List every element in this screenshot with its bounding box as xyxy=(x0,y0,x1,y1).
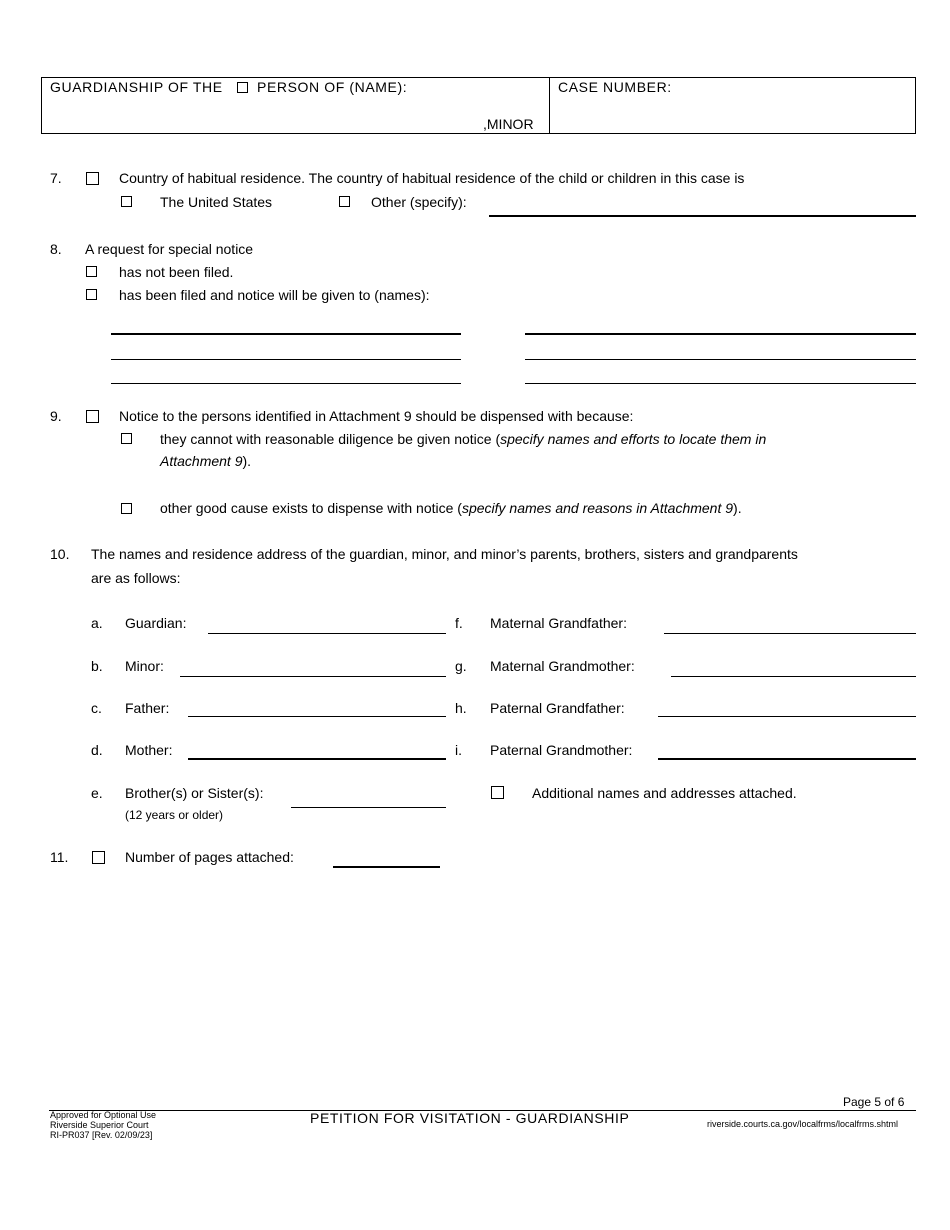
paternal-grandmother-letter: i. xyxy=(455,742,462,758)
minor-letter: b. xyxy=(91,658,103,674)
maternal-grandmother-label: Maternal Grandmother: xyxy=(490,658,635,674)
additional-names-label: Additional names and addresses attached. xyxy=(532,785,797,801)
item7-us-checkbox[interactable] xyxy=(121,196,132,207)
item8-text: A request for special notice xyxy=(85,241,254,257)
notice-name-field[interactable] xyxy=(525,383,916,384)
item10-text-line1: The names and residence address of the guardian, minor, and minor’s parents, brothers, sisters and grandparents xyxy=(91,546,798,562)
father-field[interactable] xyxy=(188,716,446,717)
item11-checkbox[interactable] xyxy=(92,851,105,864)
item9-diligence-checkbox[interactable] xyxy=(121,433,132,444)
notice-name-field[interactable] xyxy=(525,359,916,360)
person-of-label: PERSON OF (NAME): xyxy=(257,79,408,95)
maternal-grandmother-field[interactable] xyxy=(671,676,916,677)
father-letter: c. xyxy=(91,700,102,716)
item11-number: 11. xyxy=(50,849,69,865)
item11-label: Number of pages attached: xyxy=(125,849,294,865)
guardian-label: Guardian: xyxy=(125,615,187,631)
paternal-grandfather-letter: h. xyxy=(455,700,467,716)
siblings-note: (12 years or older) xyxy=(125,808,224,822)
person-of-checkbox[interactable] xyxy=(237,82,248,93)
siblings-letter: e. xyxy=(91,785,103,801)
item7-other-field[interactable] xyxy=(489,215,916,217)
item8-number: 8. xyxy=(50,241,62,257)
page-number: Page 5 of 6 xyxy=(843,1095,905,1109)
notice-name-field[interactable] xyxy=(111,333,461,335)
guardian-field[interactable] xyxy=(208,633,446,634)
footer-url[interactable]: riverside.courts.ca.gov/localfrms/localfrms.shtml xyxy=(707,1119,899,1129)
maternal-grandfather-field[interactable] xyxy=(664,633,916,634)
minor-name-label: Minor: xyxy=(125,658,164,674)
notice-name-field[interactable] xyxy=(111,383,461,384)
item9-good-cause-label: other good cause exists to dispense with notice (specify names and reasons in Attachment 9). xyxy=(160,500,742,516)
footer-form-info: Approved for Optional Use Riverside Superior Court RI-PR037 [Rev. 02/09/23] xyxy=(50,1110,157,1140)
mother-field[interactable] xyxy=(188,758,446,760)
maternal-grandfather-label: Maternal Grandfather: xyxy=(490,615,627,631)
item8-filed-label: has been filed and notice will be given to (names): xyxy=(119,287,430,303)
maternal-grandfather-letter: f. xyxy=(455,615,463,631)
additional-names-checkbox[interactable] xyxy=(491,786,504,799)
item7-us-label: The United States xyxy=(160,194,273,210)
minor-field[interactable] xyxy=(180,676,446,677)
paternal-grandmother-field[interactable] xyxy=(658,758,916,760)
siblings-label: Brother(s) or Sister(s): xyxy=(125,785,264,801)
caption-divider xyxy=(549,77,550,134)
case-number-label: CASE NUMBER: xyxy=(558,79,672,95)
item10-number: 10. xyxy=(50,546,70,562)
item9-good-cause-checkbox[interactable] xyxy=(121,503,132,514)
item8-not-filed-label: has not been filed. xyxy=(119,264,234,280)
mother-letter: d. xyxy=(91,742,103,758)
item7-text: Country of habitual residence. The country of habitual residence of the child or children in this case is xyxy=(119,170,745,186)
item7-other-checkbox[interactable] xyxy=(339,196,350,207)
paternal-grandfather-field[interactable] xyxy=(658,716,916,717)
item9-diligence-line2: Attachment 9). xyxy=(160,453,252,469)
minor-label: ,MINOR xyxy=(483,116,534,132)
guardian-letter: a. xyxy=(91,615,103,631)
mother-label: Mother: xyxy=(125,742,173,758)
item7-number: 7. xyxy=(50,170,62,186)
siblings-field[interactable] xyxy=(291,807,446,808)
paternal-grandfather-label: Paternal Grandfather: xyxy=(490,700,625,716)
item9-checkbox[interactable] xyxy=(86,410,99,423)
item10-text-line2: are as follows: xyxy=(91,570,181,586)
notice-name-field[interactable] xyxy=(525,333,916,335)
notice-name-field[interactable] xyxy=(111,359,461,360)
form-title: PETITION FOR VISITATION - GUARDIANSHIP xyxy=(310,1110,630,1126)
item7-other-label: Other (specify): xyxy=(371,194,467,210)
item8-not-filed-checkbox[interactable] xyxy=(86,266,97,277)
pages-attached-field[interactable] xyxy=(333,866,440,868)
maternal-grandmother-letter: g. xyxy=(455,658,467,674)
item9-diligence-line1: they cannot with reasonable diligence be given notice (specify names and efforts to locate them in xyxy=(160,431,767,447)
item7-checkbox[interactable] xyxy=(86,172,99,185)
item8-filed-checkbox[interactable] xyxy=(86,289,97,300)
father-label: Father: xyxy=(125,700,170,716)
item9-number: 9. xyxy=(50,408,62,424)
guardianship-label: GUARDIANSHIP OF THE xyxy=(50,79,223,95)
paternal-grandmother-label: Paternal Grandmother: xyxy=(490,742,633,758)
item9-text: Notice to the persons identified in Attachment 9 should be dispensed with because: xyxy=(119,408,634,424)
